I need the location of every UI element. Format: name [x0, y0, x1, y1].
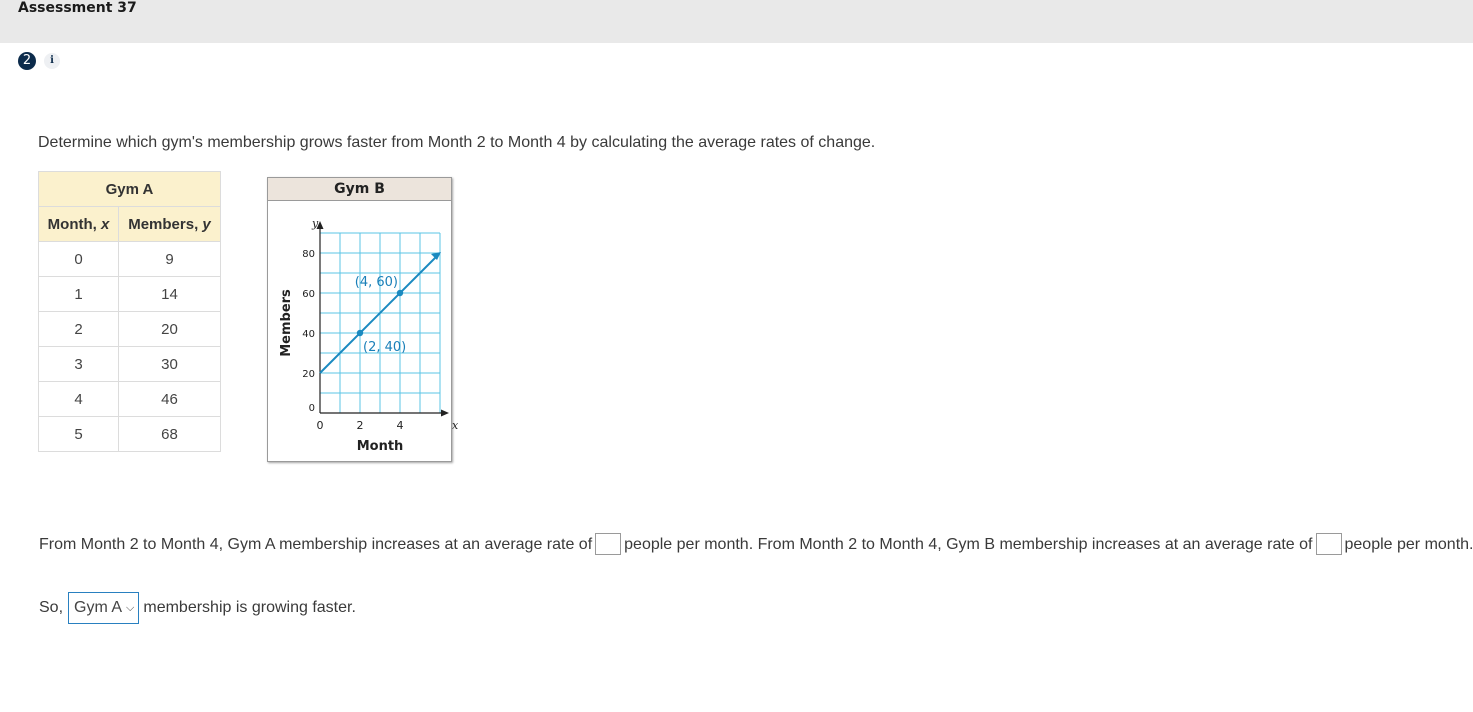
table-row: [39, 382, 221, 417]
month-cell: 1: [39, 277, 119, 312]
conclusion-statement: [39, 592, 356, 624]
gym-a-month-header: Month, x: [39, 207, 119, 242]
month-cell: 3: [39, 347, 119, 382]
y-axis-label: Members: [279, 289, 294, 357]
members-cell: 46: [119, 382, 221, 417]
gym-b-title: Gym B: [268, 178, 451, 201]
table-row: [39, 242, 221, 277]
gym-select-value: Gym A: [74, 599, 123, 616]
chevron-down-icon: ⌵: [126, 602, 135, 614]
members-cell: 14: [119, 277, 221, 312]
y-tick-label: 60: [302, 289, 315, 300]
gym-b-graph-panel: [267, 177, 459, 462]
members-cell: 20: [119, 312, 221, 347]
y-tick-label: 40: [302, 329, 315, 340]
data-point: [397, 290, 403, 296]
conclusion-suffix: membership is growing faster.: [143, 599, 356, 617]
table-row: [39, 347, 221, 382]
data-point: [357, 330, 363, 336]
question-prompt: Determine which gym's membership grows faster from Month 2 to Month 4 by calculating the average rates of change.: [38, 134, 876, 151]
gym-b-rate-input[interactable]: [1316, 533, 1342, 555]
y-tick-label: 0: [308, 403, 315, 414]
y-axis-symbol: y: [312, 217, 319, 230]
gym-a-table: [38, 171, 221, 452]
table-row: [39, 277, 221, 312]
gym-b-graph: [268, 201, 459, 460]
gym-select-dropdown[interactable]: [68, 592, 139, 624]
point-label: (4, 60): [354, 275, 398, 290]
info-icon[interactable]: i: [44, 53, 60, 69]
month-cell: 2: [39, 312, 119, 347]
table-row: [39, 312, 221, 347]
statement-part3: people per month.: [1344, 536, 1473, 554]
question-number-badge[interactable]: 2: [18, 52, 36, 70]
statement-part2: people per month. From Month 2 to Month 4, Gym B membership increases at an average rate of: [624, 536, 1313, 554]
table-row: [39, 417, 221, 452]
members-cell: 68: [119, 417, 221, 452]
members-cell: 9: [119, 242, 221, 277]
y-tick-label: 80: [302, 249, 315, 260]
x-tick-label: 0: [316, 419, 324, 432]
assessment-header: [0, 0, 1473, 43]
assessment-title: Assessment 37: [18, 0, 137, 16]
conclusion-prefix: So,: [39, 599, 64, 617]
x-axis-arrow: [441, 410, 449, 417]
gym-a-title: Gym A: [39, 172, 221, 207]
month-cell: 4: [39, 382, 119, 417]
statement-part1: From Month 2 to Month 4, Gym A membership increases at an average rate of: [39, 536, 593, 554]
month-cell: 5: [39, 417, 119, 452]
gym-a-rate-input[interactable]: [595, 533, 621, 555]
gym-a-members-header: Members, y: [119, 207, 221, 242]
y-tick-label: 20: [302, 369, 315, 380]
x-tick-label: 2: [356, 419, 364, 432]
members-cell: 30: [119, 347, 221, 382]
x-axis-label: Month: [356, 439, 404, 454]
x-axis-symbol: x: [452, 419, 459, 432]
point-label: (2, 40): [363, 340, 407, 355]
x-tick-label: 4: [396, 419, 404, 432]
month-cell: 0: [39, 242, 119, 277]
rate-statement: [39, 534, 1473, 556]
